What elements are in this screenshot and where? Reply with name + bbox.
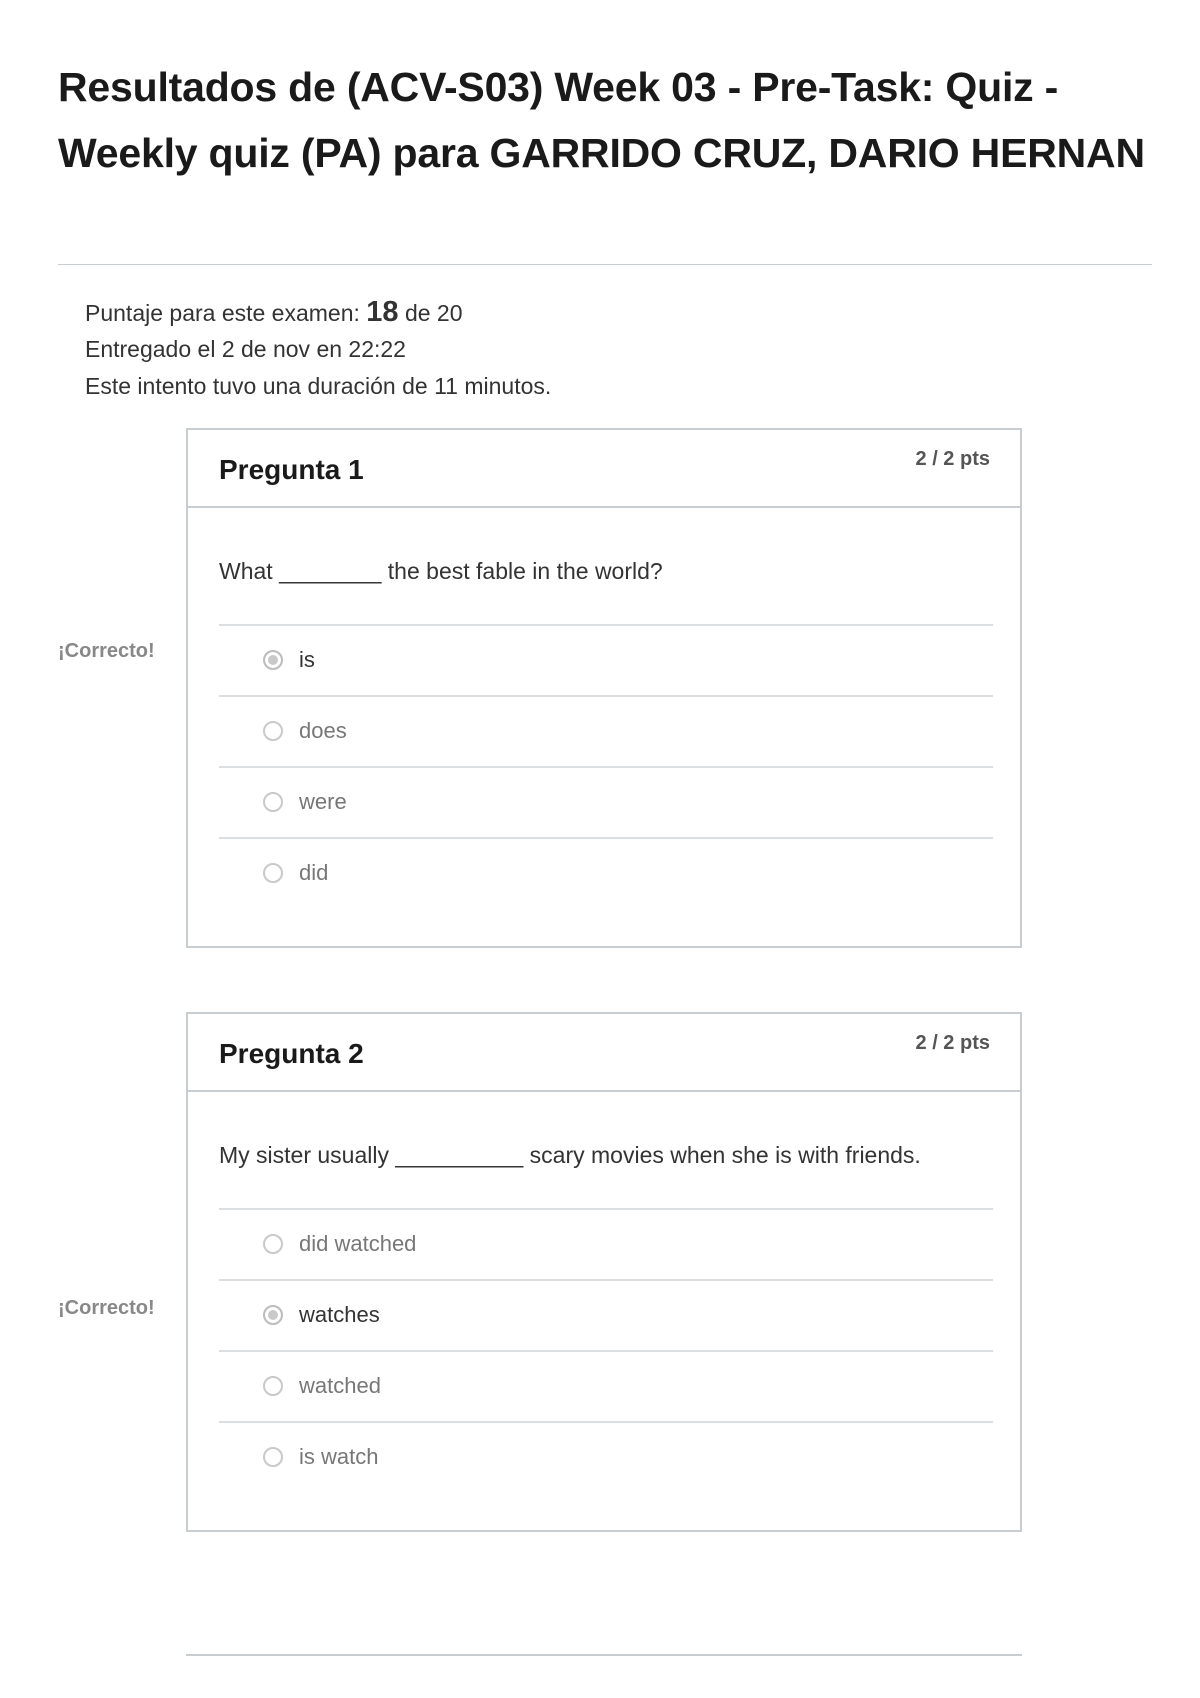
title-divider — [58, 264, 1152, 265]
question-card-1 — [186, 428, 1022, 948]
question-title: Pregunta 2 — [219, 1038, 364, 1069]
answer-label: does — [299, 718, 347, 743]
answer-label: watches — [299, 1302, 380, 1327]
correct-flag: ¡Correcto! — [58, 1297, 155, 1319]
question-text: What ________ the best fable in the world? — [219, 558, 663, 584]
radio-icon[interactable] — [263, 792, 283, 812]
answer-label: is — [299, 647, 315, 672]
answer-label: is watch — [299, 1444, 379, 1469]
answer-label: did — [299, 860, 329, 885]
page-title: Resultados de (ACV-S03) Week 03 - Pre-Task: Quiz - Weekly quiz (PA) para GARRIDO CRUZ, DARIO HERNAN — [58, 64, 1145, 176]
answer-option[interactable] — [219, 766, 993, 837]
radio-icon[interactable] — [263, 1376, 283, 1396]
answer-option[interactable] — [219, 1279, 993, 1350]
answer-label: watched — [299, 1373, 381, 1398]
question-text: My sister usually __________ scary movies when she is with friends. — [219, 1142, 921, 1168]
answer-option[interactable] — [219, 1350, 993, 1421]
answer-list — [219, 624, 993, 908]
question-header — [188, 1014, 1020, 1092]
radio-icon[interactable] — [263, 1234, 283, 1254]
question-header — [188, 430, 1020, 508]
radio-icon[interactable] — [263, 863, 283, 883]
radio-selected-icon[interactable] — [263, 650, 283, 670]
question-points: 2 / 2 pts — [915, 448, 990, 470]
answer-list — [219, 1208, 993, 1492]
radio-icon[interactable] — [263, 1447, 283, 1467]
question-card-2 — [186, 1012, 1022, 1532]
score-line — [85, 294, 551, 331]
radio-selected-icon[interactable] — [263, 1305, 283, 1325]
score-value: 18 — [366, 296, 399, 328]
radio-icon[interactable] — [263, 721, 283, 741]
duration-line: Este intento tuvo una duración de 11 minutos. — [85, 373, 552, 399]
question-points: 2 / 2 pts — [915, 1032, 990, 1054]
answer-option[interactable] — [219, 1421, 993, 1492]
answer-option[interactable] — [219, 695, 993, 766]
answer-label: did watched — [299, 1231, 417, 1256]
page-divider — [186, 1654, 1022, 1656]
answer-option[interactable] — [219, 624, 993, 695]
submitted-line: Entregado el 2 de nov en 22:22 — [85, 336, 406, 362]
score-label: Puntaje para este examen: — [85, 300, 360, 326]
answer-option[interactable] — [219, 837, 993, 908]
score-total: de 20 — [404, 300, 463, 326]
question-title: Pregunta 1 — [219, 454, 364, 485]
quiz-summary — [85, 294, 551, 405]
correct-flag: ¡Correcto! — [58, 640, 155, 662]
answer-option[interactable] — [219, 1208, 993, 1279]
answer-label: were — [299, 789, 347, 814]
